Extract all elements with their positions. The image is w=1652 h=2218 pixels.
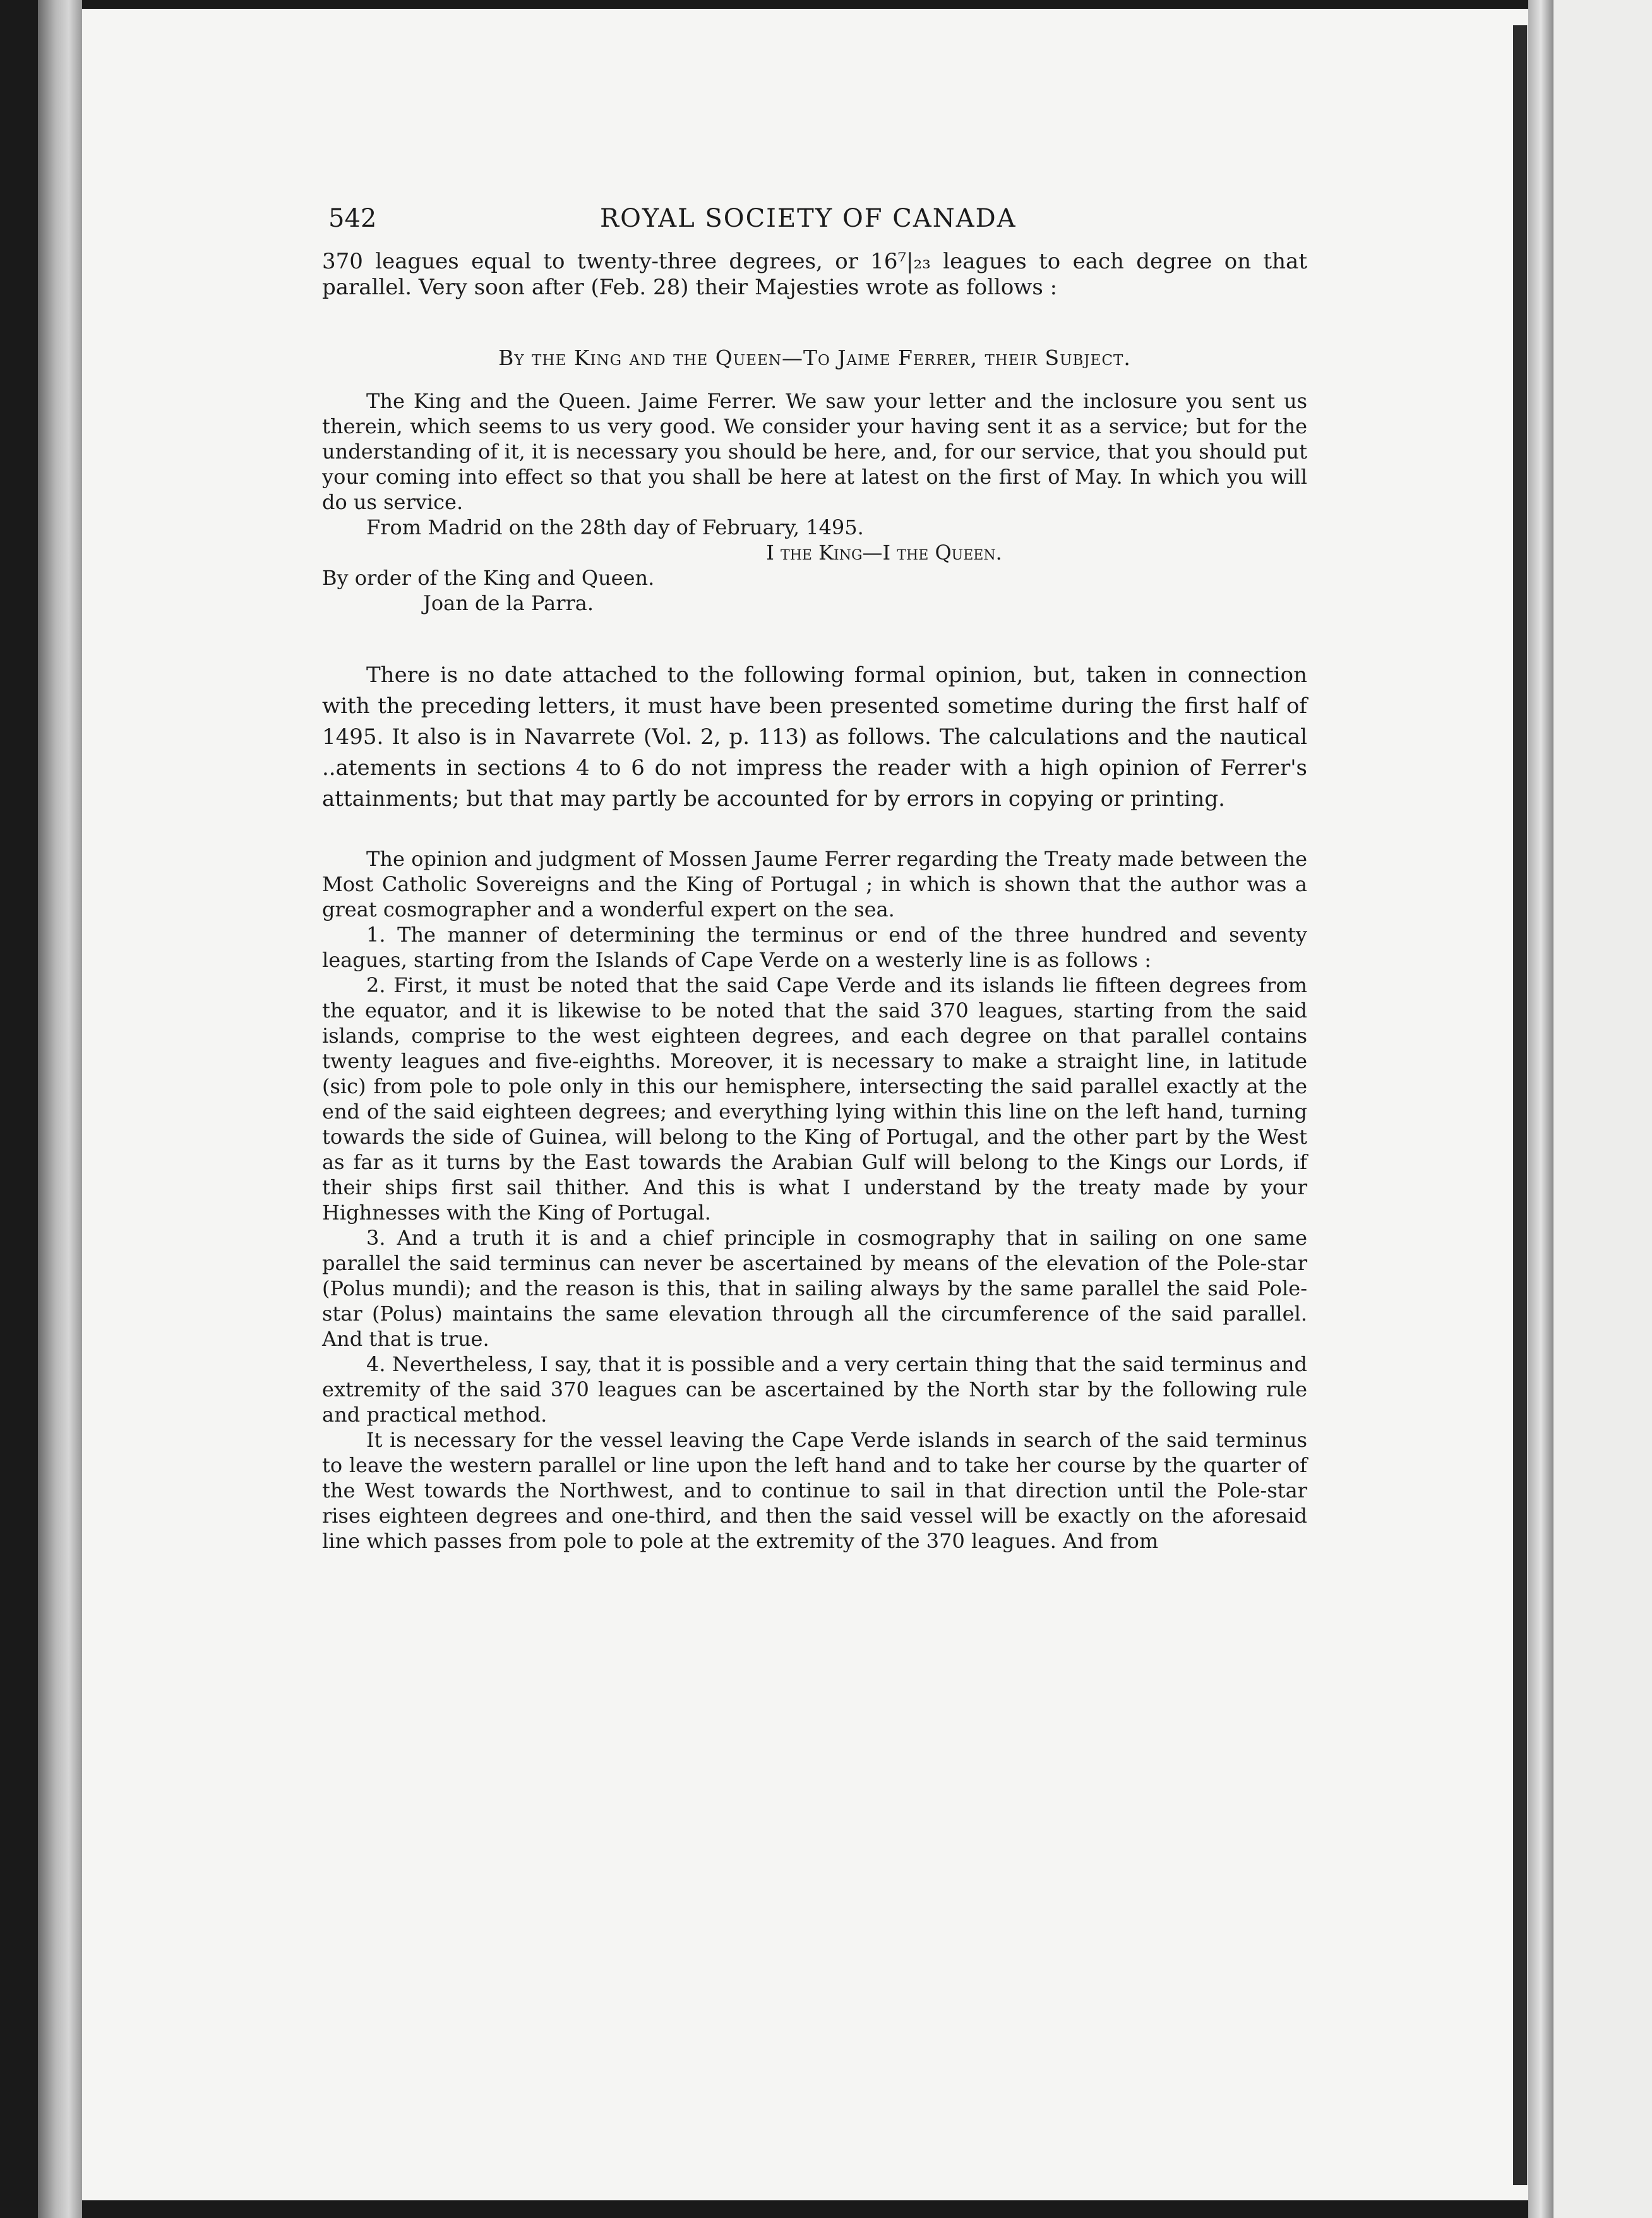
- section-4: 4. Nevertheless, I say, that it is possible and a very certain thing that the said terminus and extremity of the said 370 leagues can be ascertained by the North star by the following rule and practical method.: [322, 1352, 1307, 1427]
- section-4-continued: It is necessary for the vessel leaving the Cape Verde islands in search of the said terminus to leave the western parallel or line upon the left hand and to take her course by the quarter of the West towards the Northwest, and to continue to sail in that direction until the Pole-star rises eighteen degrees and one-third, and then the said vessel will be exactly on the aforesaid line which passes from pole to pole at the extremity of the 370 leagues. And from: [322, 1428, 1307, 1553]
- letter-dateline: From Madrid on the 28th day of February, 1495.: [366, 515, 864, 539]
- opinion-title: The opinion and judgment of Mossen Jaume Ferrer regarding the Treaty made between the Most Catholic Sovereigns and the King of Portugal ; in which is shown that the author was a great cosmographer and a wonderful expert on the sea.: [322, 847, 1307, 921]
- facing-page-edge: [1553, 0, 1652, 2218]
- page-content: [322, 206, 1307, 1554]
- intro-paragraph: 370 leagues equal to twenty-three degrees, or 16⁷|₂₃ leagues to each degree on that parallel. Very soon after (Feb. 28) their Majesties wrote as follows :: [322, 249, 1307, 300]
- page-number: 542: [328, 204, 377, 233]
- left-binding-edge: [38, 0, 82, 2218]
- order-line: By order of the King and Queen.: [322, 566, 655, 590]
- commentary-paragraph: There is no date attached to the following formal opinion, but, taken in connection with the preceding letters, it must have been presented sometime during the first half of 1495. It also is in Navarrete (Vol. 2, p. 113) as follows. The calculations and the nautical ..atements in sections 4 to 6 do not impress the reader with a high opinion of Ferrer's attainments; but that may partly be accounted for by errors in copying or printing.: [322, 662, 1307, 812]
- section-2: 2. First, it must be noted that the said Cape Verde and its islands lie fifteen degrees from the equator, and it is likewise to be noted that the said 370 leagues, starting from the said islands, comprise to the west eighteen degrees, and each degree on that parallel contains twenty leagues and five-eighths. Moreover, it is necessary to make a straight line, in latitude (sic) from pole to pole only in this our hemisphere, intersecting the said parallel exactly at the end of the said eighteen degrees; and everything lying within this line on the left hand, turning towards the side of Guinea, will belong to the King of Portugal, and the other part by the West as far as it turns by the East towards the Arabian Gulf will belong to the Kings our Lords, if their ships first sail thither. And this is what I understand by the treaty made by your Highnesses with the King of Portugal.: [322, 973, 1307, 1225]
- letter-signature: I the King—I the Queen.: [766, 541, 1002, 565]
- section-3: 3. And a truth it is and a chief principle in cosmography that in sailing on one same parallel the said terminus can never be ascertained by means of the elevation of the Pole-star (Polus mundi); and the reason is this, that in sailing always by the same parallel the said Pole-star (Polus) maintains the same elevation through all the circumference of the said parallel. And that is true.: [322, 1226, 1307, 1351]
- letter-heading: By the King and the Queen—To Jaime Ferrer, their Subject.: [498, 345, 1131, 370]
- letter-body: The King and the Queen. Jaime Ferrer. We saw your letter and the inclosure you sent us therein, which seems to us very good. We consider your having sent it as a service; but for the understanding of it, it is necessary you should be here, and, for our service, that you should put your coming into effect so that you shall be here at latest on the first of May. In which you will do us service.: [322, 389, 1307, 514]
- page-header: [322, 206, 1307, 244]
- section-1: 1. The manner of determining the terminus or end of the three hundred and seventy leagues, starting from the Islands of Cape Verde on a westerly line is as follows :: [322, 923, 1307, 972]
- secretary-name: Joan de la Parra.: [423, 591, 594, 615]
- right-binding-edge: [1528, 0, 1553, 2218]
- running-head: ROYAL SOCIETY OF CANADA: [600, 204, 1017, 233]
- page-gutter-shadow: [1513, 25, 1527, 2185]
